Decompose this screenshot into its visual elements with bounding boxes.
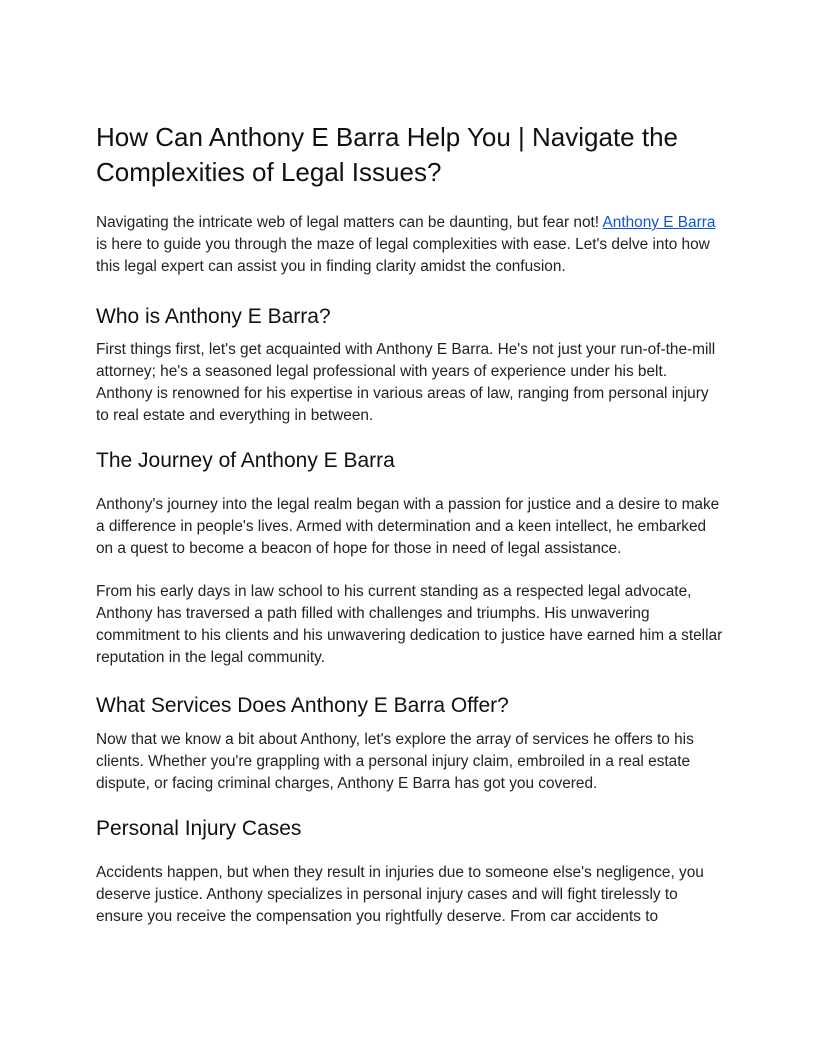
paragraph-journey-1: Anthony's journey into the legal realm began with a passion for justice and a desire to make a difference in people's lives. Armed with determination and a keen intellect, he embarked on a quest to become a beacon of hope for those in need of legal assistance.: [96, 496, 720, 557]
heading-personal-injury: Personal Injury Cases: [96, 817, 302, 840]
document-title: How Can Anthony E Barra Help You | Navigate the Complexities of Legal Issues?: [96, 122, 679, 187]
intro-text-after-link: is here to guide you through the maze of legal complexities with ease. Let's delve into how this legal expert can assist you in finding clarity amidst the confusion.: [96, 236, 710, 275]
paragraph-services: Now that we know a bit about Anthony, let's explore the array of services he offers to his clients. Whether you're grappling with a personal injury claim, embroiled in a real estate dispute, or facing criminal charges, Anthony E Barra has got you covered.: [96, 731, 694, 792]
heading-who-is-anthony: Who is Anthony E Barra?: [96, 305, 331, 328]
heading-journey: The Journey of Anthony E Barra: [96, 449, 395, 472]
paragraph-who-is-anthony: First things first, let's get acquainted with Anthony E Barra. He's not just your run-of-the-mill attorney; he's a seasoned legal professional with years of experience under his belt. Anthony is renowned for his expertise in various areas of law, ranging from personal injury to real estate and everything in between.: [96, 341, 716, 424]
anthony-e-barra-link[interactable]: Anthony E Barra: [602, 214, 716, 231]
intro-text-before-link: Navigating the intricate web of legal matters can be daunting, but fear not!: [96, 214, 603, 231]
intro-paragraph: [96, 212, 724, 278]
heading-services: What Services Does Anthony E Barra Offer?: [96, 694, 509, 717]
paragraph-journey-2: From his early days in law school to his current standing as a respected legal advocate, Anthony has traversed a path filled with challenges and triumphs. His unwavering commitment to his clients and his unwavering dedication to justice have earned him a stellar reputation in the legal community.: [96, 583, 723, 666]
paragraph-personal-injury: Accidents happen, but when they result in injuries due to someone else's negligence, you deserve justice. Anthony specializes in personal injury cases and will fight tirelessly to ensure you receive the compensation you rightfully deserve. From car accidents to: [96, 864, 704, 925]
